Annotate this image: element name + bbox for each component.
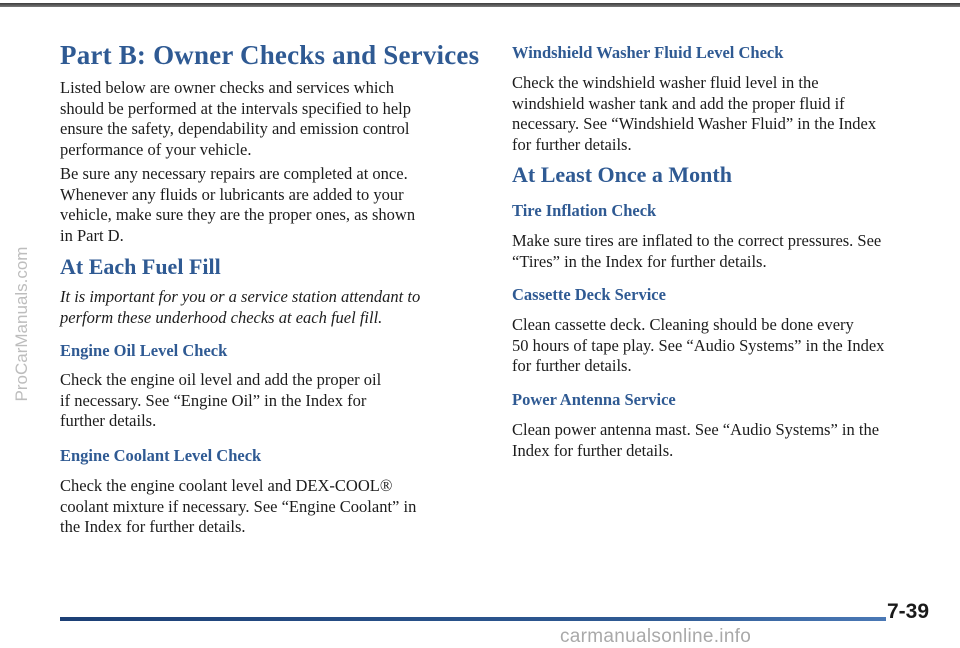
text-line: It is important for you or a service station attendant to (60, 287, 421, 306)
engine-oil-paragraph (60, 370, 381, 432)
fuel-fill-note (60, 287, 420, 328)
footer-rule (60, 617, 886, 621)
text-line: Check the windshield washer fluid level in the (512, 73, 819, 92)
text-line: Check the engine coolant level and DEX-COOL® (60, 476, 393, 495)
subtitle-power-antenna: Power Antenna Service (512, 390, 676, 409)
text-line: for further details. (512, 134, 632, 154)
text-line: ensure the safety, dependability and emission control (60, 119, 410, 138)
subtitle-washer-fluid: Windshield Washer Fluid Level Check (512, 43, 784, 62)
part-title: Part B: Owner Checks and Services (60, 40, 480, 70)
side-watermark: ProCarManuals.com (12, 246, 31, 402)
power-antenna-paragraph (512, 420, 879, 461)
section-title-fuel-fill: At Each Fuel Fill (60, 254, 221, 279)
subtitle-cassette-deck: Cassette Deck Service (512, 285, 666, 304)
top-rule (0, 3, 960, 7)
text-line: Be sure any necessary repairs are completed at once. (60, 164, 408, 183)
tire-inflation-paragraph (512, 231, 881, 272)
text-line: Index for further details. (512, 440, 674, 460)
text-line: “Tires” in the Index for further details. (512, 251, 767, 271)
text-line: in Part D. (60, 225, 124, 245)
subtitle-engine-oil: Engine Oil Level Check (60, 341, 228, 360)
subtitle-tire-inflation: Tire Inflation Check (512, 201, 657, 220)
intro-paragraph (60, 78, 411, 160)
text-line: Listed below are owner checks and services which (60, 78, 394, 97)
text-line: the Index for further details. (60, 517, 246, 536)
text-line: if necessary. See “Engine Oil” in the Index for (60, 390, 367, 410)
text-line: vehicle, make sure they are the proper ones, as shown (60, 205, 416, 224)
text-line: Check the engine oil level and add the proper oil (60, 370, 382, 389)
text-line: coolant mixture if necessary. See “Engine Coolant” in (60, 496, 417, 516)
text-line: for further details. (512, 356, 632, 375)
text-line: performance of your vehicle. (60, 139, 252, 159)
text-line: Make sure tires are inflated to the correct pressures. See (512, 231, 882, 250)
cassette-deck-paragraph (512, 315, 884, 377)
text-line: Clean power antenna mast. See “Audio Systems” in the (512, 420, 880, 439)
section-title-monthly: At Least Once a Month (512, 162, 732, 187)
coolant-paragraph (60, 476, 416, 538)
text-line: Whenever any fluids or lubricants are added to your (60, 184, 404, 204)
text-line: 50 hours of tape play. See “Audio Systems” in the Index (512, 335, 885, 355)
footer-watermark: carmanualsonline.info (560, 626, 752, 647)
text-line: necessary. See “Windshield Washer Fluid” in the Index (512, 114, 877, 133)
page-number: 7-39 (887, 600, 930, 623)
subtitle-coolant: Engine Coolant Level Check (60, 446, 262, 465)
washer-fluid-paragraph (512, 73, 876, 155)
text-line: further details. (60, 411, 157, 430)
text-line: should be performed at the intervals specified to help (60, 98, 411, 118)
repairs-paragraph (60, 164, 415, 246)
text-line: perform these underhood checks at each fuel fill. (60, 307, 383, 327)
text-line: windshield washer tank and add the proper fluid if (512, 93, 845, 113)
text-line: Clean cassette deck. Cleaning should be done every (512, 315, 854, 334)
